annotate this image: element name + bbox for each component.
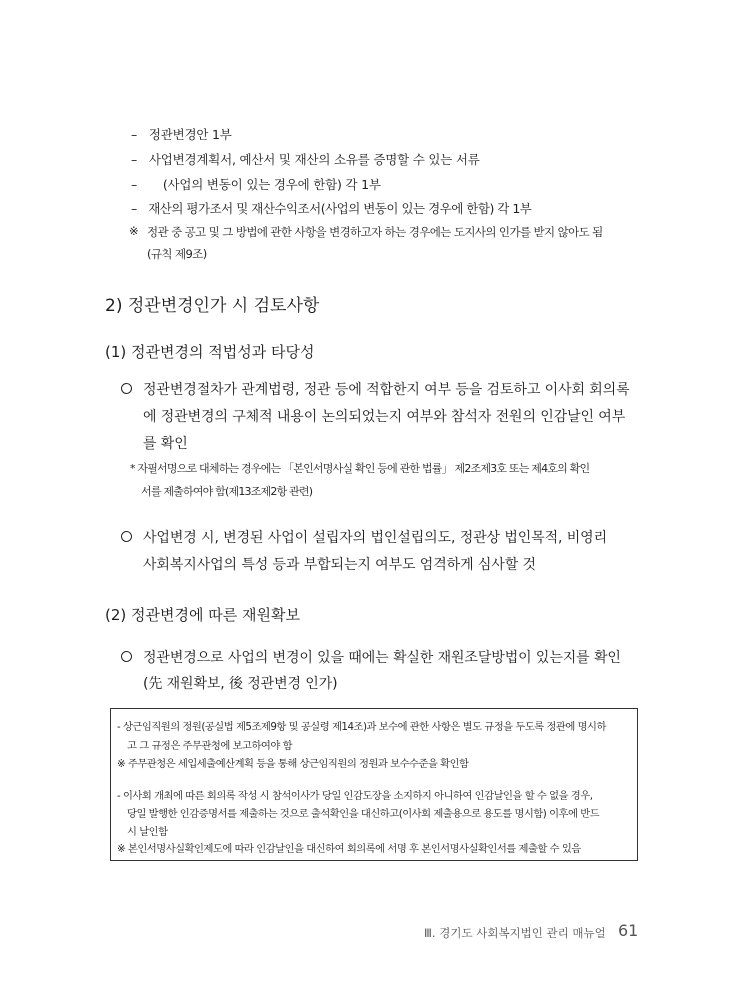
- paragraph-line: (先 재원확보, 後 정관변경 인가): [143, 676, 338, 692]
- note-line: 서를 제출하여야 함(제13조제2항 관련): [141, 485, 313, 498]
- paragraph-line: 사회복지사업의 특성 등과 부합되는지 여부도 엄격하게 심사할 것: [143, 557, 536, 573]
- paragraph-line: 정관변경으로 사업의 변경이 있을 때에는 확실한 재원조달방법이 있는지를 확인: [143, 650, 621, 666]
- paragraph-line: 에 정관변경의 구체적 내용이 논의되었는지 여부와 참석자 전원의 인감날인 여부: [143, 409, 626, 425]
- box-line: ※ 본인서명사실확인제도에 따라 인감날인을 대신하여 회의록에 서명 후 본인서명사실확인서를 제출할 수 있음: [117, 843, 581, 855]
- dash-mark: –: [131, 127, 138, 142]
- list-item-text: 정관변경안 1부: [148, 127, 232, 142]
- page-footer-title: Ⅲ. 경기도 사회복지법인 관리 매뉴얼: [424, 926, 606, 940]
- circle-bullet-icon: [121, 531, 132, 542]
- paragraph-line: 정관변경절차가 관계법령, 정관 등에 적합한지 여부 등을 검토하고 이사회 회의록: [143, 382, 630, 398]
- box-line: - 이사회 개최에 따른 회의록 작성 시 참석이사가 당일 인감도장을 소지하지 아니하여 인감날인을 할 수 없을 경우,: [117, 790, 593, 802]
- circle-bullet-icon: [121, 651, 132, 662]
- paragraph-line: 를 확인: [143, 436, 188, 452]
- dash-mark: –: [131, 152, 138, 167]
- dash-mark: –: [131, 177, 138, 192]
- section-heading: 2) 정관변경인가 시 검토사항: [105, 296, 320, 316]
- note-line: * 자필서명으로 대체하는 경우에는 「본인서명사실 확인 등에 관한 법률」 제2조제3호 또는 제4호의 확인: [130, 462, 590, 475]
- list-item: [131, 150, 480, 168]
- note-text-line2: (규칙 제9조): [147, 247, 207, 261]
- subsection-heading: (1) 정관변경의 적법성과 타당성: [105, 343, 315, 361]
- box-line: 당일 발행한 인감증명서를 제출하는 것으로 출석확인을 대신하고(이사회 제출용으로 용도를 명시함) 이후에 반드: [127, 808, 600, 820]
- box-line: 시 날인함: [127, 826, 168, 838]
- list-item-text: (사업의 변동이 있는 경우에 한함) 각 1부: [162, 177, 381, 192]
- list-item-text: 사업변경계획서, 예산서 및 재산의 소유를 증명할 수 있는 서류: [148, 152, 480, 167]
- paragraph-line: 사업변경 시, 변경된 사업이 설립자의 법인설립의도, 정관상 법인목적, 비영리: [143, 530, 607, 546]
- list-item-text: 재산의 평가조서 및 재산수익조서(사업의 변동이 있는 경우에 한함) 각 1부: [148, 201, 532, 216]
- page-number: 61: [618, 921, 639, 940]
- box-line: ※ 주무관청은 세입세출예산계획 등을 통해 상근임직원의 정원과 보수수준을 확인함: [117, 758, 469, 770]
- reference-mark: ※: [129, 224, 139, 238]
- box-line: 고 그 규정은 주무관청에 보고하여야 함: [127, 740, 293, 752]
- subsection-heading: (2) 정관변경에 따른 재원확보: [105, 606, 300, 624]
- notice-box: [110, 708, 638, 861]
- circle-bullet-icon: [121, 383, 132, 394]
- dash-mark: –: [131, 201, 137, 216]
- box-line: - 상근임직원의 정원(공실법 제5조제9항 및 공실령 제14조)과 보수에 관한 사항은 별도 규정을 두도록 정관에 명시하: [117, 721, 606, 733]
- list-item: [131, 199, 531, 217]
- list-item: [131, 125, 232, 143]
- note-text-line1: 정관 중 공고 및 그 방법에 관한 사항을 변경하고자 하는 경우에는 도지사의 인가를 받지 않아도 됨: [147, 225, 603, 239]
- list-item: [131, 175, 381, 193]
